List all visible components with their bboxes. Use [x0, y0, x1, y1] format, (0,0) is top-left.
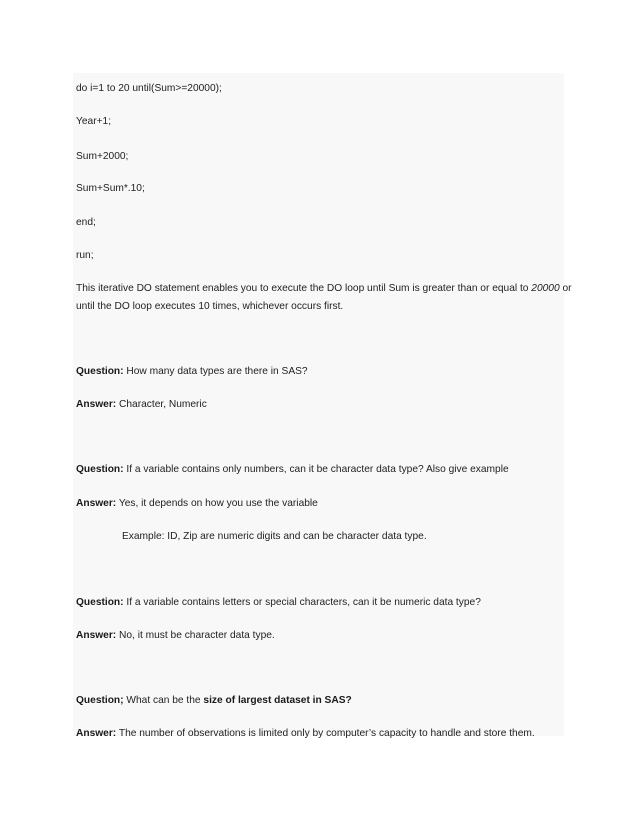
code-line: end; [76, 217, 96, 228]
question-3 [76, 596, 481, 609]
answer-label: Answer: [76, 498, 117, 509]
answer-text: Character, Numeric [116, 399, 207, 410]
explanation-emphasis: 20000 [531, 283, 560, 294]
question-text: If a variable contains letters or special characters, can it be numeric data type? [123, 597, 481, 608]
question-1 [76, 365, 308, 378]
answer-label: Answer: [76, 399, 117, 410]
answer-text: The number of observations is limited only by computer’s capacity to handle and store them. [116, 728, 535, 739]
answer-2 [76, 497, 318, 510]
code-line: Year+1; [76, 116, 112, 127]
example-text: Example: ID, Zip are numeric digits and can be character data type. [122, 531, 427, 542]
answer-label: Answer: [76, 630, 117, 641]
explanation-text: or [559, 283, 572, 294]
code-line: do i=1 to 20 until(Sum>=20000); [76, 83, 222, 94]
question-text: How many data types are there in SAS? [123, 366, 308, 377]
answer-4 [76, 727, 535, 740]
answer-text: Yes, it depends on how you use the variable [116, 498, 318, 509]
answer-3 [76, 629, 275, 642]
question-text: If a variable contains only numbers, can it be character data type? Also give example [123, 464, 509, 475]
question-label: Question; [76, 695, 124, 706]
answer-text: No, it must be character data type. [116, 630, 275, 641]
question-emphasis: size of largest dataset in SAS? [203, 695, 352, 706]
answer-1 [76, 398, 207, 411]
question-label: Question: [76, 597, 124, 608]
question-label: Question: [76, 464, 124, 475]
explanation-line-1 [76, 282, 572, 295]
question-4 [76, 694, 352, 707]
code-line: Sum+2000; [76, 151, 129, 162]
code-line: run; [76, 250, 94, 261]
question-label: Question: [76, 366, 124, 377]
code-line: Sum+Sum*.10; [76, 183, 145, 194]
question-text: What can be the [123, 695, 204, 706]
explanation-line-2: until the DO loop executes 10 times, whichever occurs first. [76, 301, 344, 312]
explanation-text: This iterative DO statement enables you to execute the DO loop until Sum is greater than or equal to [76, 283, 532, 294]
question-2 [76, 463, 509, 476]
answer-label: Answer: [76, 728, 117, 739]
